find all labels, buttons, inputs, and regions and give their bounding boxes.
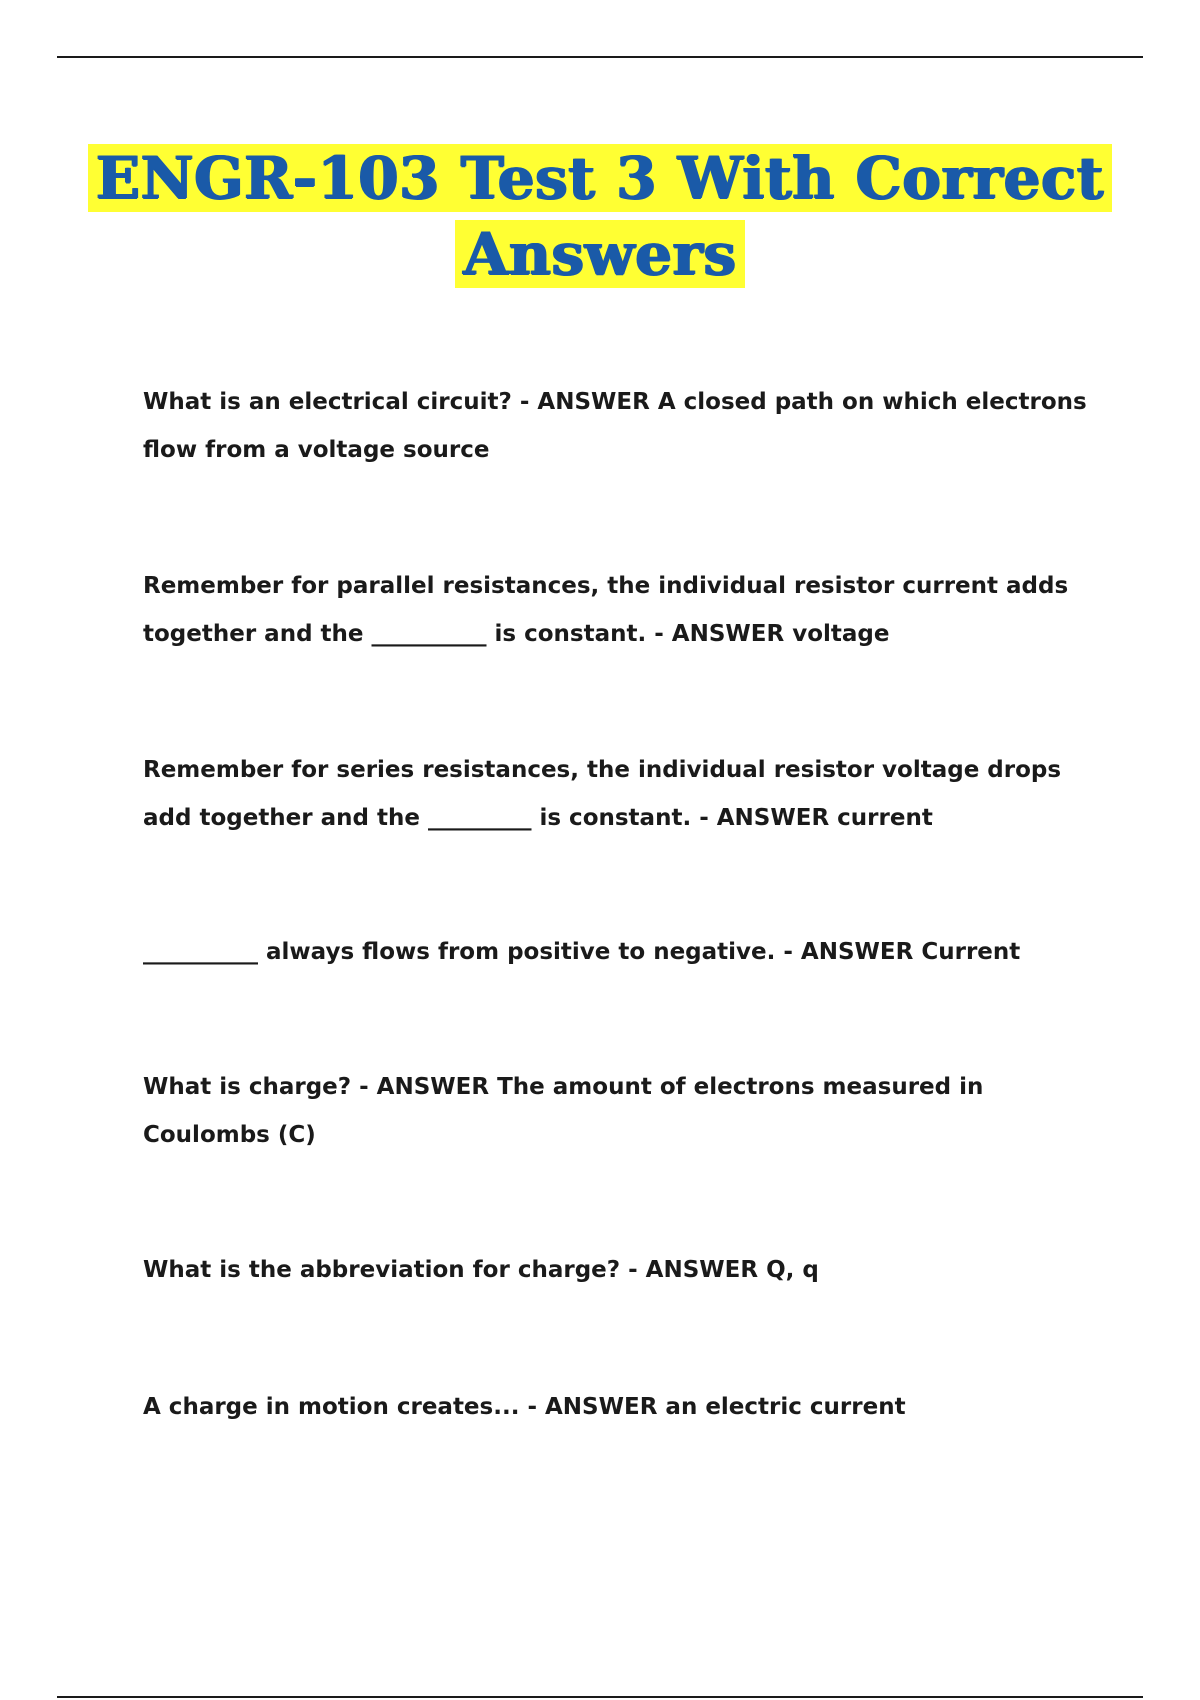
footer-rule (57, 1696, 1143, 1698)
question-text: Remember for series resistances, the individual resistor voltage drops add together and the _________ is constant. (143, 757, 1062, 831)
answer-text: current (837, 805, 933, 831)
question-text: What is an electrical circuit? (143, 389, 512, 415)
answer-separator: - ANSWER (691, 805, 838, 831)
question-text: What is charge? (143, 1074, 352, 1100)
question-text: A charge in motion creates... (143, 1394, 520, 1420)
question-text: What is the abbreviation for charge? (143, 1257, 621, 1283)
qa-item-4 (143, 928, 1103, 976)
question-text: __________ always flows from positive to negative. (143, 939, 776, 965)
question-text: Remember for parallel resistances, the individual resistor current adds together and the __________ is constant. (143, 573, 1069, 647)
answer-separator: - ANSWER (620, 1257, 767, 1283)
qa-item-7 (143, 1383, 1103, 1431)
document-title (0, 140, 1200, 292)
answer-text: The amount of electrons measured in Coulombs (C) (143, 1074, 984, 1148)
answer-separator: - ANSWER (351, 1074, 498, 1100)
answer-text: an electric current (665, 1394, 906, 1420)
qa-item-3 (143, 746, 1103, 842)
qa-item-1 (143, 378, 1103, 474)
header-rule (57, 56, 1143, 58)
answer-separator: - ANSWER (646, 621, 793, 647)
document-title-text: ENGR-103 Test 3 With Correct Answers (88, 144, 1112, 288)
qa-item-5 (143, 1063, 1103, 1159)
answer-separator: - ANSWER (775, 939, 922, 965)
answer-text: voltage (792, 621, 890, 647)
answer-text: Q, q (766, 1257, 819, 1283)
answer-text: A closed path on which electrons flow from a voltage source (143, 389, 1087, 463)
answer-separator: - ANSWER (519, 1394, 666, 1420)
qa-item-2 (143, 562, 1103, 658)
answer-text: Current (921, 939, 1021, 965)
qa-item-6 (143, 1246, 1103, 1294)
answer-separator: - ANSWER (511, 389, 658, 415)
